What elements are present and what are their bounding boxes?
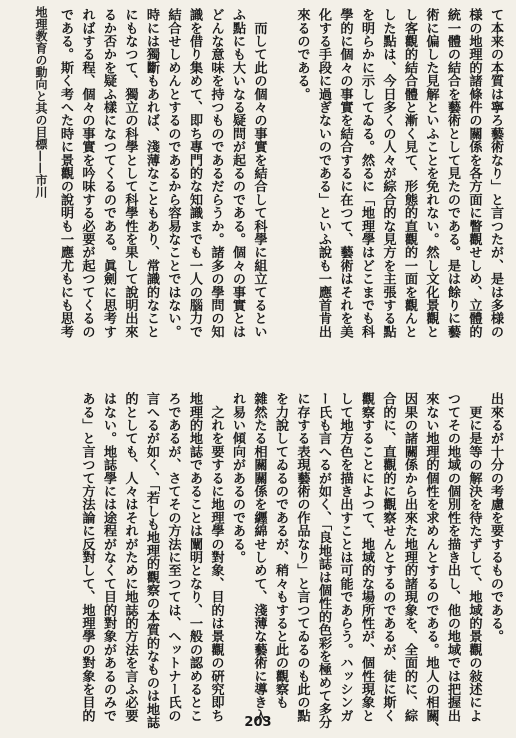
- body-text-lower: 出來るが十分の考慮を要するものである。 更に是等の解決を待たずして、地域的景觀の敍述によ つてその地域の個別性を描き出し、他の地域では把握出 來ない地理的個性を求めんとするのである。地人の相關、 因果の諸關係から出來た地理的諸現象を、全面的に、綜 合的に、直觀的に觀察せんとするのであるが、徒に斯く 觀察することによつて、地域的な場所性が、個性現象と して地方色を描き出すことは可能であらう。ハッシンガ ー氏も言へるが如く、「良地誌は個性的色彩を極めて多分 に存する表現藝術の作品なり」と言つてゐるのも此の點 を力說してゐるのであるが、稍々もすると此の觀察も 雜然たる相關關係を纒綿せしめて、淺薄な藝術に導き入 れ易い傾向があるのである。 之れを要するに地理學の對象、目的は景觀の硏究即ち 地理的地誌であることは闡明となり、一般の認めるとこ ろであるが、さてその方法に至つては、ヘットナー氏の 言へるが如く、「若しも地理的觀察の本質的なものは地誌 的としても、人々はそれがために地誌的方法を言ふ必要 はない。地誌學には途程がなくて目的對象があるのみで ある」と言つて方法論に反對して、地理學の對象を目的: [79, 392, 503, 736]
- running-header: 地理教育の動向と其の目標——市川: [34, 6, 48, 198]
- page-number: 203: [244, 715, 272, 730]
- body-text-upper: て本来の本質は寧ろ藝術なり」と言つたが、是は多様の 様の地理的諸條件の關係を各方面に瞥觀せしめ、立體的 統一體の結合を藝術として見たのである。是は餘りに藝 術に偏した見解といふことを免れない。然し文化景觀と し客觀的結合體と漸く見て、形態的直觀的一面を觀んと した點は、今日多くの人々が綜合的な見方を主張する點 を明らかに示してゐる。然るに「地理學はどこまでも科 學的に個々の事實を結合するに在つて、藝術はそれを美 化する手段に過ぎないのである」といふ說も一應首肯出 來るのである。 而して此の個々の事實を結合して科學に組立てるとい ふ點にも大いなる疑問が起るのである。個々の事實とは どんな意味を持つものであるだらうか。諸多の學問の知 識を借り集めて、即ち專門的な知識までも一人の腦力で 結合せしめんとするのであるから容易なことではない。 時には獨斷もあれば、淺薄なこともあり、常識的なこと にもなつて、獨立の科學として科學性を果して說明出來 るか否かを疑ふ樣になつてくるのである。眞劍に思考す ればする程、個々の事實を吟味する必要が起つてくるの である。斯く考へた時に景觀の說明も一應尤もにも思考: [58, 8, 503, 338]
